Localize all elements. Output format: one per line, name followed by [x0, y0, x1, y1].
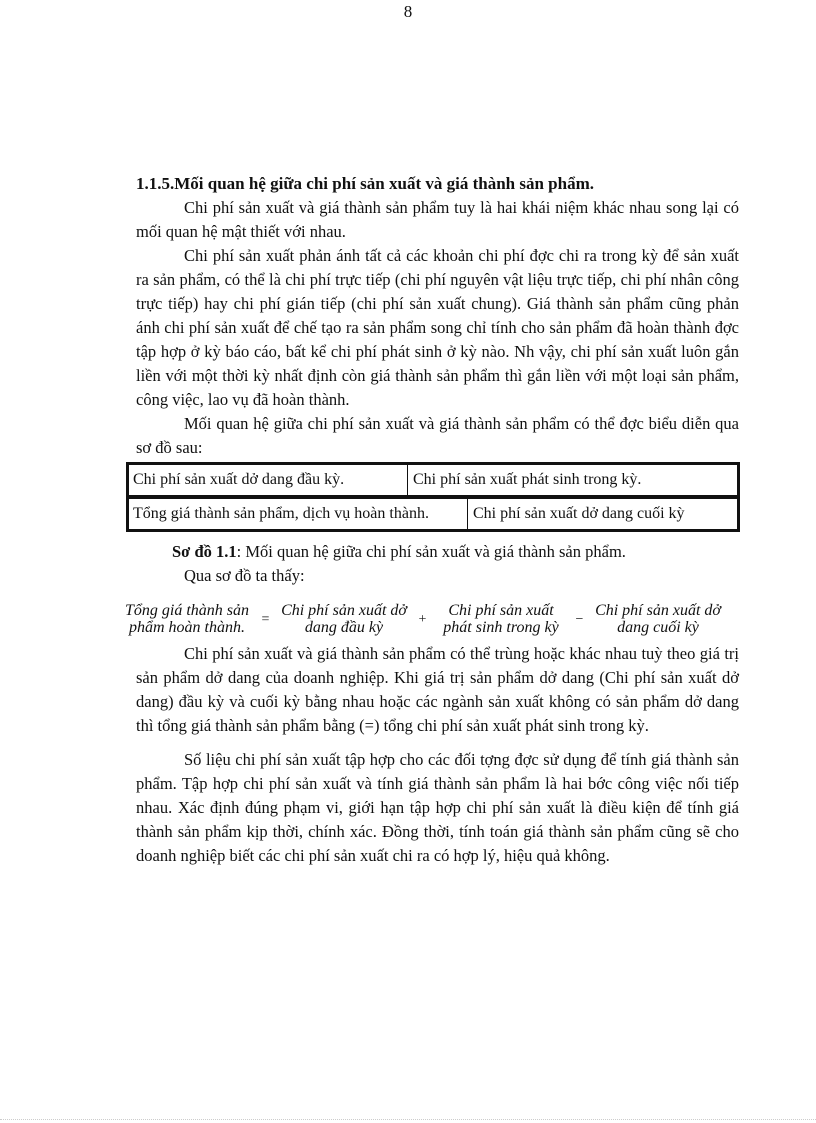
diagram-cell-opening-wip: Chi phí sản xuất dở dang đầu kỳ. [127, 463, 408, 497]
caption-text: : Mối quan hệ giữa chi phí sản xuất và giá thành sản phẩm. [236, 542, 626, 561]
formula-plus: + [418, 611, 427, 627]
formula-term-opening: Chi phí sản xuất dở dang đầu kỳ [281, 602, 407, 636]
section-heading: 1.1.5.Mối quan hệ giữa chi phí sản xuất và giá thành sản phẩm. [136, 174, 594, 193]
formula-term-closing: Chi phí sản xuất dở dang cuối kỳ [595, 602, 721, 636]
paragraph: Chi phí sản xuất và giá thành sản phẩm có thể trùng hoặc khác nhau tuỳ theo giá trị sản phẩm dở dang của doanh nghiệp. Khi giá trị sản phẩm dở dang (Chi phí sản xuất dở dang) đầu kỳ và cuối kỳ bằng nhau hoặc các ngành sản xuất không có sản phẩm dở dang thì tổng giá thành sản phẩm bằng (=) tổng chi phí sản xuất phát sinh trong kỳ. [136, 644, 739, 735]
formula-term-period: Chi phí sản xuất phát sinh trong kỳ [443, 602, 559, 636]
diagram-row [127, 497, 739, 531]
document-body [124, 172, 739, 868]
cost-formula [122, 602, 740, 636]
formula-equals: = [261, 611, 270, 627]
paragraph: Số liệu chi phí sản xuất tập hợp cho các đối tợng đợc sử dụng để tính giá thành sản phẩm. Tập hợp chi phí sản xuất và tính giá thành sản phẩm là hai bớc công việc nối tiếp nhau. Xác định đúng phạm vi, giới hạn tập hợp chi phí sản xuất là điều kiện để tính giá thành sản phẩm kịp thời, chính xác. Đồng thời, tính toán giá thành sản phẩm cũng sẽ cho doanh nghiệp biết các chi phí sản xuất chi ra có hợp lý, hiệu quả không. [136, 750, 739, 865]
relationship-diagram-row2 [126, 496, 740, 532]
diagram-row [127, 463, 739, 497]
formula-minus: − [575, 611, 584, 627]
diagram-caption [172, 540, 739, 564]
paragraph: Chi phí sản xuất phản ánh tất cả các khoản chi phí đợc chi ra trong kỳ để sản xuất ra sản phẩm, có thể là chi phí trực tiếp (chi phí nguyên vật liệu trực tiếp, chi phí nhân công trực tiếp) hay chi phí gián tiếp (chi phí sản xuất chung). Giá thành sản phẩm cũng phản ánh chi phí sản xuất để chế tạo ra sản phẩm song chỉ tính cho sản phẩm đã hoàn thành đợc tập hợp ở kỳ báo cáo, bất kể chi phí phát sinh ở kỳ nào. Nh vậy, chi phí sản xuất luôn gắn liền với một thời kỳ nhất định còn giá thành sản phẩm thì gắn liền với một loại sản phẩm, công việc, lao vụ đã hoàn thành. [136, 246, 739, 409]
paragraph: Mối quan hệ giữa chi phí sản xuất và giá thành sản phẩm có thể đợc biểu diễn qua sơ đồ sau: [136, 414, 739, 457]
page-number: 8 [403, 2, 413, 21]
paragraph: Chi phí sản xuất và giá thành sản phẩm tuy là hai khái niệm khác nhau song lại có mối quan hệ mật thiết với nhau. [136, 198, 739, 241]
page-bottom-border [0, 1119, 816, 1120]
diagram-cell-period-costs: Chi phí sản xuất phát sinh trong kỳ. [408, 463, 740, 497]
diagram-cell-closing-wip: Chi phí sản xuất dở dang cuối kỳ [468, 497, 740, 531]
caption-label: Sơ đồ 1.1 [172, 542, 237, 561]
relationship-diagram [126, 462, 740, 498]
formula-term-total: Tổng giá thành sản phẩm hoàn thành. [124, 602, 249, 636]
formula-intro: Qua sơ đồ ta thấy: [184, 566, 305, 585]
diagram-cell-total-cost: Tổng giá thành sản phẩm, dịch vụ hoàn thành. [127, 497, 468, 531]
